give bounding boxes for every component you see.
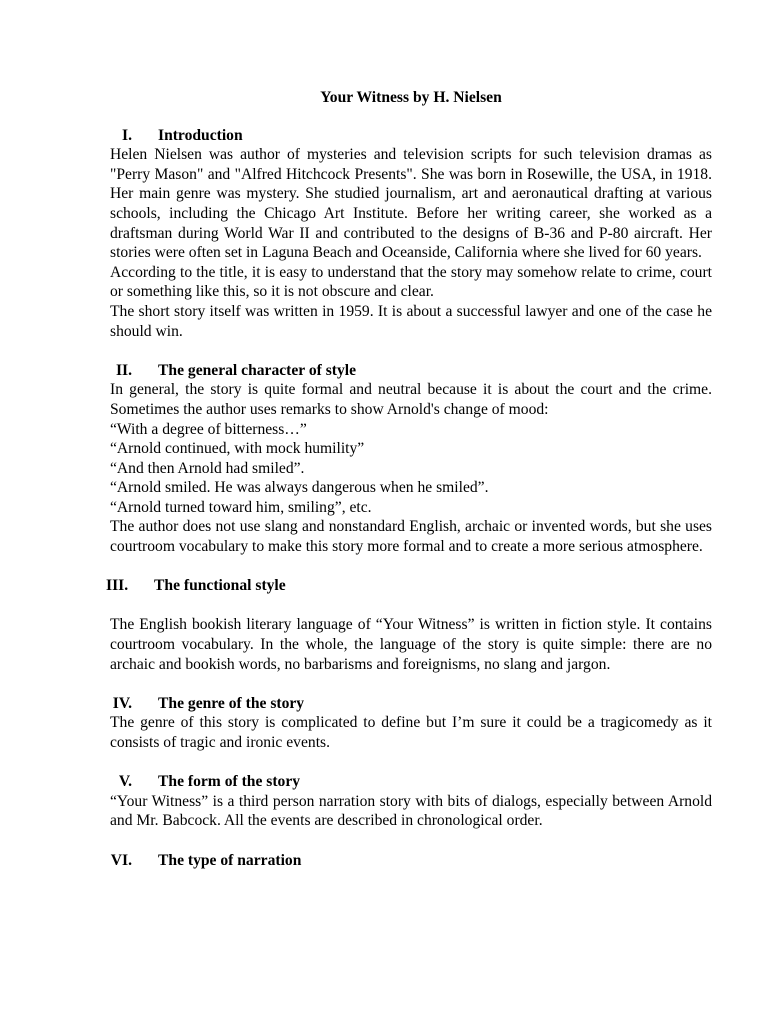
paragraph: The genre of this story is complicated to define but I’m sure it could be a tragicomedy as it consists of tragic and ironic events.: [110, 714, 712, 751]
document-title: Your Witness by H. Nielsen: [320, 89, 502, 106]
section-number: I.: [122, 126, 132, 144]
section-heading-genre: [110, 694, 712, 714]
document-page: [106, 88, 712, 870]
paragraph: The author does not use slang and nonstandard English, archaic or invented words, but she uses courtroom vocabulary to make this story more formal and to create a more serious atmosphere.: [110, 518, 712, 556]
section-heading-functional-style: [106, 576, 712, 596]
paragraph: “Your Witness” is a third person narration story with bits of dialogs, especially between Arnold and Mr. Babcock. All the events are described in chronological order.: [110, 792, 712, 830]
section-title: The genre of the story: [158, 694, 305, 712]
quote-line: “Arnold smiled. He was always dangerous when he smiled”.: [110, 479, 489, 497]
quote-line: “Arnold turned toward him, smiling”, etc.: [110, 498, 372, 516]
section-title: Introduction: [158, 126, 243, 144]
section-heading-general-character: [110, 361, 712, 381]
quote-line: “Arnold continued, with mock humility”: [110, 440, 365, 458]
section-heading-narration: [110, 851, 712, 871]
paragraph: The short story itself was written in 1959. It is about a successful lawyer and one of the case he should win.: [110, 302, 712, 340]
section-title: The general character of style: [158, 361, 357, 379]
section-number: IV.: [112, 694, 132, 712]
section-title: The type of narration: [158, 851, 302, 869]
paragraph: Helen Nielsen was author of mysteries and television scripts for such television dramas as "Perry Mason" and "Alfred Hitchcock Presents". She was born in Rosewille, the USA, in 1918. Her main genre was mystery. She studied journalism, art and aeronautical drafting at various schools, including the Chicago Art Institute. Before her writing career, she worked as a draftsman during World War II and contributed to the designs of B-36 and P-80 aircraft. Her stories were often set in Laguna Beach and Oceanside, California where she lived for 60 years.: [110, 146, 712, 262]
section-title: The functional style: [154, 577, 286, 595]
paragraph: According to the title, it is easy to understand that the story may somehow relate to crime, court or something like this, so it is not obscure and clear.: [110, 263, 712, 301]
paragraph: In general, the story is quite formal and neutral because it is about the court and the crime. Sometimes the author uses remarks to show Arnold's change of mood:: [110, 381, 712, 418]
paragraph: The English bookish literary language of “Your Witness” is written in fiction style. It contains courtroom vocabulary. In the whole, the language of the story is quite simple: there are no archaic and bookish words, no barbarisms and foreignisms, no slang and jargon.: [110, 616, 712, 673]
quote-line: “And then Arnold had smiled”.: [110, 459, 305, 477]
quote-line: “With a degree of bitterness…”: [110, 420, 307, 438]
section-number: II.: [115, 361, 132, 379]
section-heading-introduction: [110, 126, 712, 146]
section-title: The form of the story: [158, 773, 301, 791]
section-number: VI.: [110, 851, 132, 869]
section-number: III.: [106, 577, 129, 595]
section-number: V.: [118, 773, 132, 791]
section-heading-form: [110, 772, 712, 792]
